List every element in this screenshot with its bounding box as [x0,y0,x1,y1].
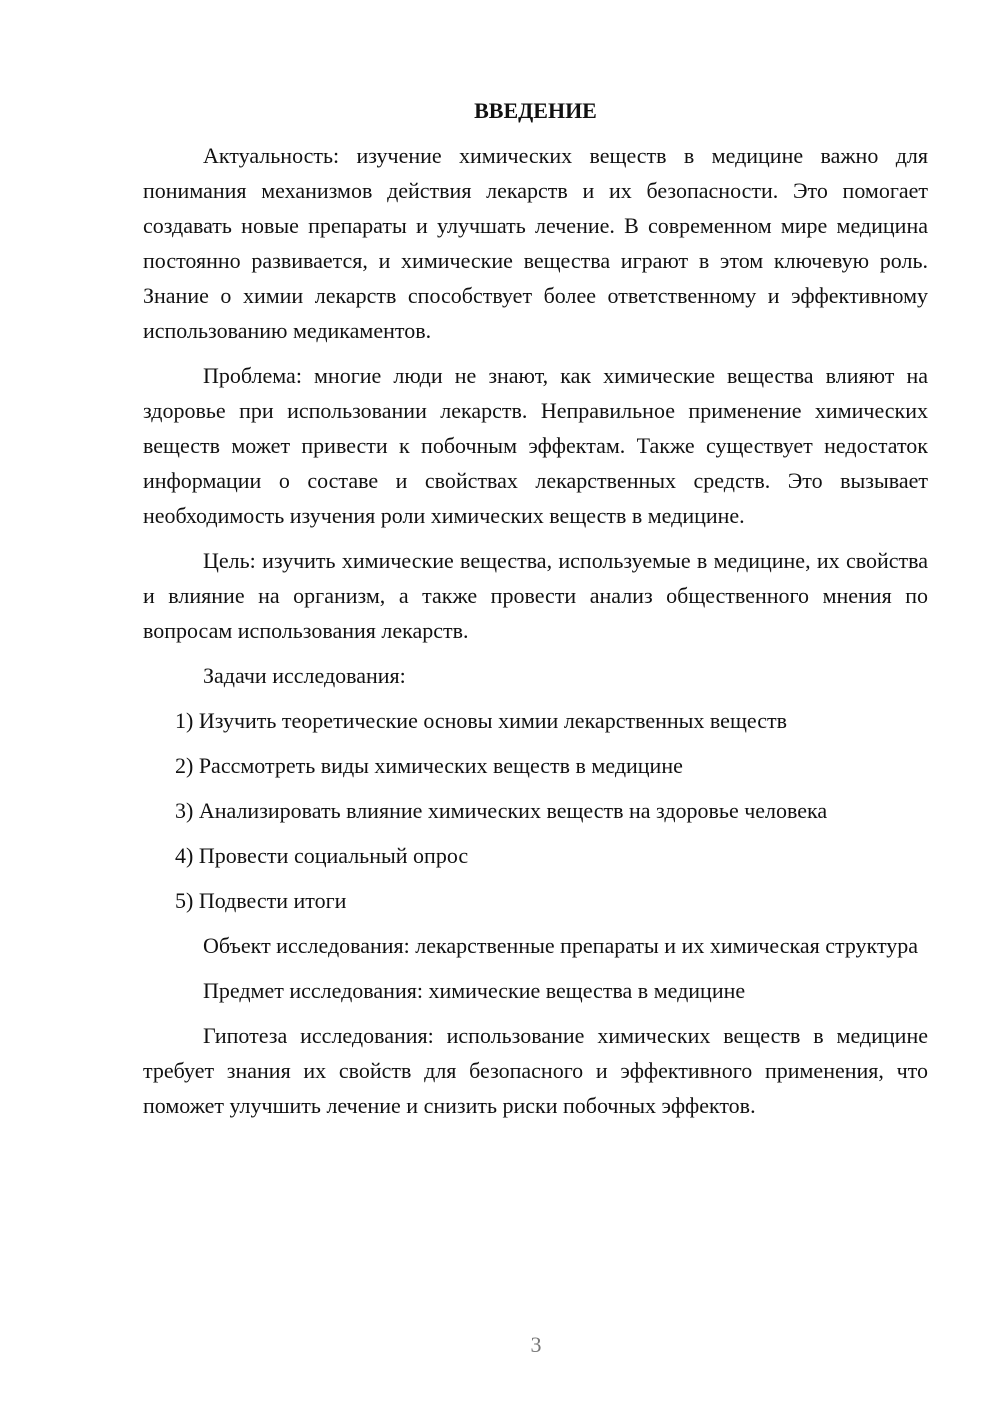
paragraph-hypothesis: Гипотеза исследования: использование химических веществ в медицине требует знания их свойств для безопасного и эффективного применения, что поможет улучшить лечение и снизить риски побочных эффектов. [143,1023,928,1118]
paragraph-relevance: Актуальность: изучение химических веществ в медицине важно для понимания механизмов действия лекарств и их безопасности. Это помогает создавать новые препараты и улучшать лечение. В современном мире медицина постоянно развивается, и химические вещества играют в этом ключевую роль. Знание о химии лекарств способствует более ответственному и эффективному использованию медикаментов. [143,143,928,343]
paragraph-problem: Проблема: многие люди не знают, как химические вещества влияют на здоровье при использовании лекарств. Неправильное применение химических веществ может привести к побочным эффектам. Также существует недостаток информации о составе и свойствах лекарственных средств. Это вызывает необходимость изучения роли химических веществ в медицине. [143,363,928,528]
paragraph-object: Объект исследования: лекарственные препараты и их химическая структура [203,933,919,958]
task-item-1: 1) Изучить теоретические основы химии лекарственных веществ [175,708,787,733]
page-title: ВВЕДЕНИЕ [474,98,597,123]
task-item-5: 5) Подвести итоги [175,888,347,913]
task-item-3: 3) Анализировать влияние химических веществ на здоровье человека [175,798,828,823]
page-number: 3 [530,1332,542,1357]
page-content [143,93,928,1134]
tasks-heading: Задачи исследования: [203,663,406,688]
task-item-2: 2) Рассмотреть виды химических веществ в медицине [175,753,683,778]
paragraph-subject: Предмет исследования: химические вещества в медицине [203,978,746,1003]
paragraph-goal: Цель: изучить химические вещества, используемые в медицине, их свойства и влияние на организм, а также провести анализ общественного мнения по вопросам использования лекарств. [143,548,928,643]
task-item-4: 4) Провести социальный опрос [175,843,469,868]
task-list [143,703,928,918]
